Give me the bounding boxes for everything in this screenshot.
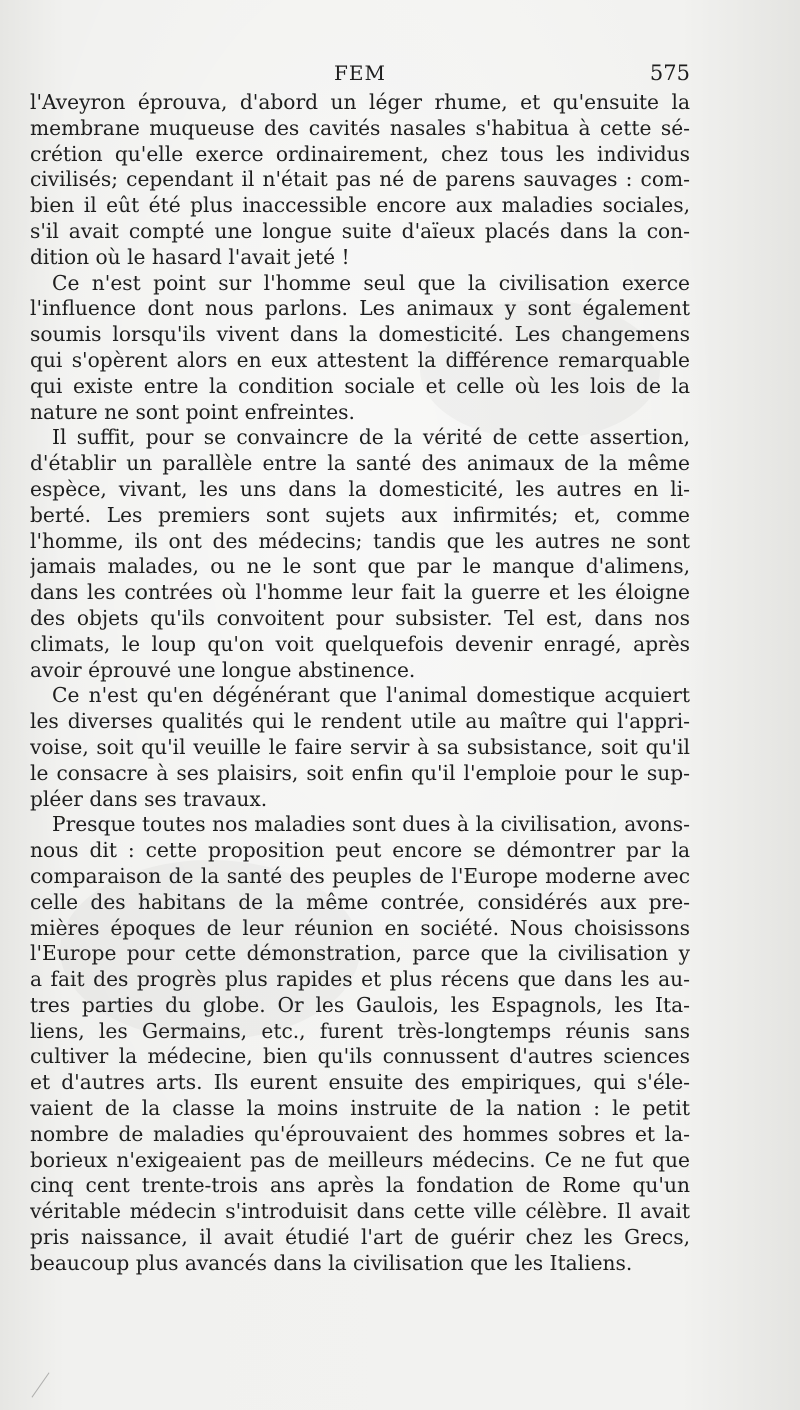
text-line: nature ne sont point enfreintes. xyxy=(30,399,355,424)
text-line: Presque toutes nos maladies sont dues à la civilisation, avons- xyxy=(52,812,690,837)
paragraph xyxy=(30,271,690,426)
text-line: pris naissance, il avait étudié l'art de guérir chez les Grecs, xyxy=(30,1225,690,1250)
text-line: cultiver la médecine, bien qu'ils connussent d'autres sciences xyxy=(30,1044,690,1069)
text-line: celle des habitans de la même contrée, considérés aux pre- xyxy=(30,889,690,914)
paragraph xyxy=(30,812,690,1276)
text-line: nous dit : cette proposition peut encore se démontrer par la xyxy=(30,838,690,863)
text-line: qui existe entre la condition sociale et celle où les lois de la xyxy=(30,373,690,398)
text-line: Ce n'est qu'en dégénérant que l'animal domestique acquiert xyxy=(52,683,690,708)
text-line: a fait des progrès plus rapides et plus récens que dans les au- xyxy=(30,967,690,992)
body-text xyxy=(30,90,690,1277)
text-line: nombre de maladies qu'éprouvaient des hommes sobres et la- xyxy=(30,1121,690,1146)
text-line: des objets qu'ils convoitent pour subsister. Tel est, dans nos xyxy=(30,605,690,630)
text-line: le consacre à ses plaisirs, soit enfin qu'il l'emploie pour le sup- xyxy=(30,760,690,785)
page-crease xyxy=(31,1372,49,1397)
text-line: Ce n'est point sur l'homme seul que la civilisation exerce xyxy=(52,270,690,295)
text-line: qui s'opèrent alors en eux attestent la différence remarquable xyxy=(30,347,690,372)
text-line: les diverses qualités qui le rendent utile au maître qui l'appri- xyxy=(30,709,690,734)
text-line: tres parties du globe. Or les Gaulois, les Espagnols, les Ita- xyxy=(30,992,690,1017)
text-line: crétion qu'elle exerce ordinairement, chez tous les individus xyxy=(30,141,690,166)
text-line: beaucoup plus avancés dans la civilisation que les Italiens. xyxy=(30,1250,633,1275)
text-line: cinq cent trente-trois ans après la fondation de Rome qu'un xyxy=(30,1173,690,1198)
paragraph xyxy=(30,425,690,683)
text-line: véritable médecin s'introduisit dans cette ville célèbre. Il avait xyxy=(30,1199,690,1224)
text-line: d'établir un parallèle entre la santé des animaux de la même xyxy=(30,451,690,476)
text-line: berté. Les premiers sont sujets aux infirmités; et, comme xyxy=(30,502,690,527)
text-line: et d'autres arts. Ils eurent ensuite des empiriques, qui s'éle- xyxy=(30,1070,690,1095)
text-line: bien il eût été plus inaccessible encore aux maladies sociales, xyxy=(30,193,690,218)
text-line: avoir éprouvé une longue abstinence. xyxy=(30,657,416,682)
text-line: pléer dans ses travaux. xyxy=(30,786,268,811)
text-line: civilisés; cependant il n'était pas né de parens sauvages : com- xyxy=(30,167,690,192)
text-line: l'influence dont nous parlons. Les animaux y sont également xyxy=(30,296,690,321)
text-line: Il suffit, pour se convaincre de la vérité de cette assertion, xyxy=(52,425,690,450)
text-line: voise, soit qu'il veuille le faire servir à sa subsistance, soit qu'il xyxy=(30,734,690,759)
text-line: vaient de la classe la moins instruite de la nation : le petit xyxy=(30,1096,690,1121)
text-line: dans les contrées où l'homme leur fait la guerre et les éloigne xyxy=(30,580,690,605)
paragraph xyxy=(30,683,690,812)
page-number: 575 xyxy=(649,61,690,85)
page-header xyxy=(30,58,690,90)
text-line: borieux n'exigeaient pas de meilleurs médecins. Ce ne fut que xyxy=(30,1147,690,1172)
paragraph xyxy=(30,90,690,271)
text-line: s'il avait compté une longue suite d'aïeux placés dans la con- xyxy=(30,218,690,243)
running-head: FEM xyxy=(334,61,386,85)
text-line: comparaison de la santé des peuples de l'Europe moderne avec xyxy=(30,863,690,888)
text-line: espèce, vivant, les uns dans la domesticité, les autres en li- xyxy=(30,476,690,501)
text-line: l'Aveyron éprouva, d'abord un léger rhume, et qu'ensuite la xyxy=(30,90,690,114)
text-line: l'homme, ils ont des médecins; tandis que les autres ne sont xyxy=(30,528,690,553)
text-line: soumis lorsqu'ils vivent dans la domesticité. Les changemens xyxy=(30,322,690,347)
text-line: liens, les Germains, etc., furent très-longtemps réunis sans xyxy=(30,1018,690,1043)
text-line: mières époques de leur réunion en société. Nous choisissons xyxy=(30,915,690,940)
text-line: climats, le loup qu'on voit quelquefois devenir enragé, après xyxy=(30,631,690,656)
text-line: membrane muqueuse des cavités nasales s'habitua à cette sé- xyxy=(30,115,690,140)
text-line: jamais malades, ou ne le sont que par le manque d'alimens, xyxy=(30,554,690,579)
text-line: dition où le hasard l'avait jeté ! xyxy=(30,244,350,269)
text-line: l'Europe pour cette démonstration, parce que la civilisation y xyxy=(30,941,690,966)
